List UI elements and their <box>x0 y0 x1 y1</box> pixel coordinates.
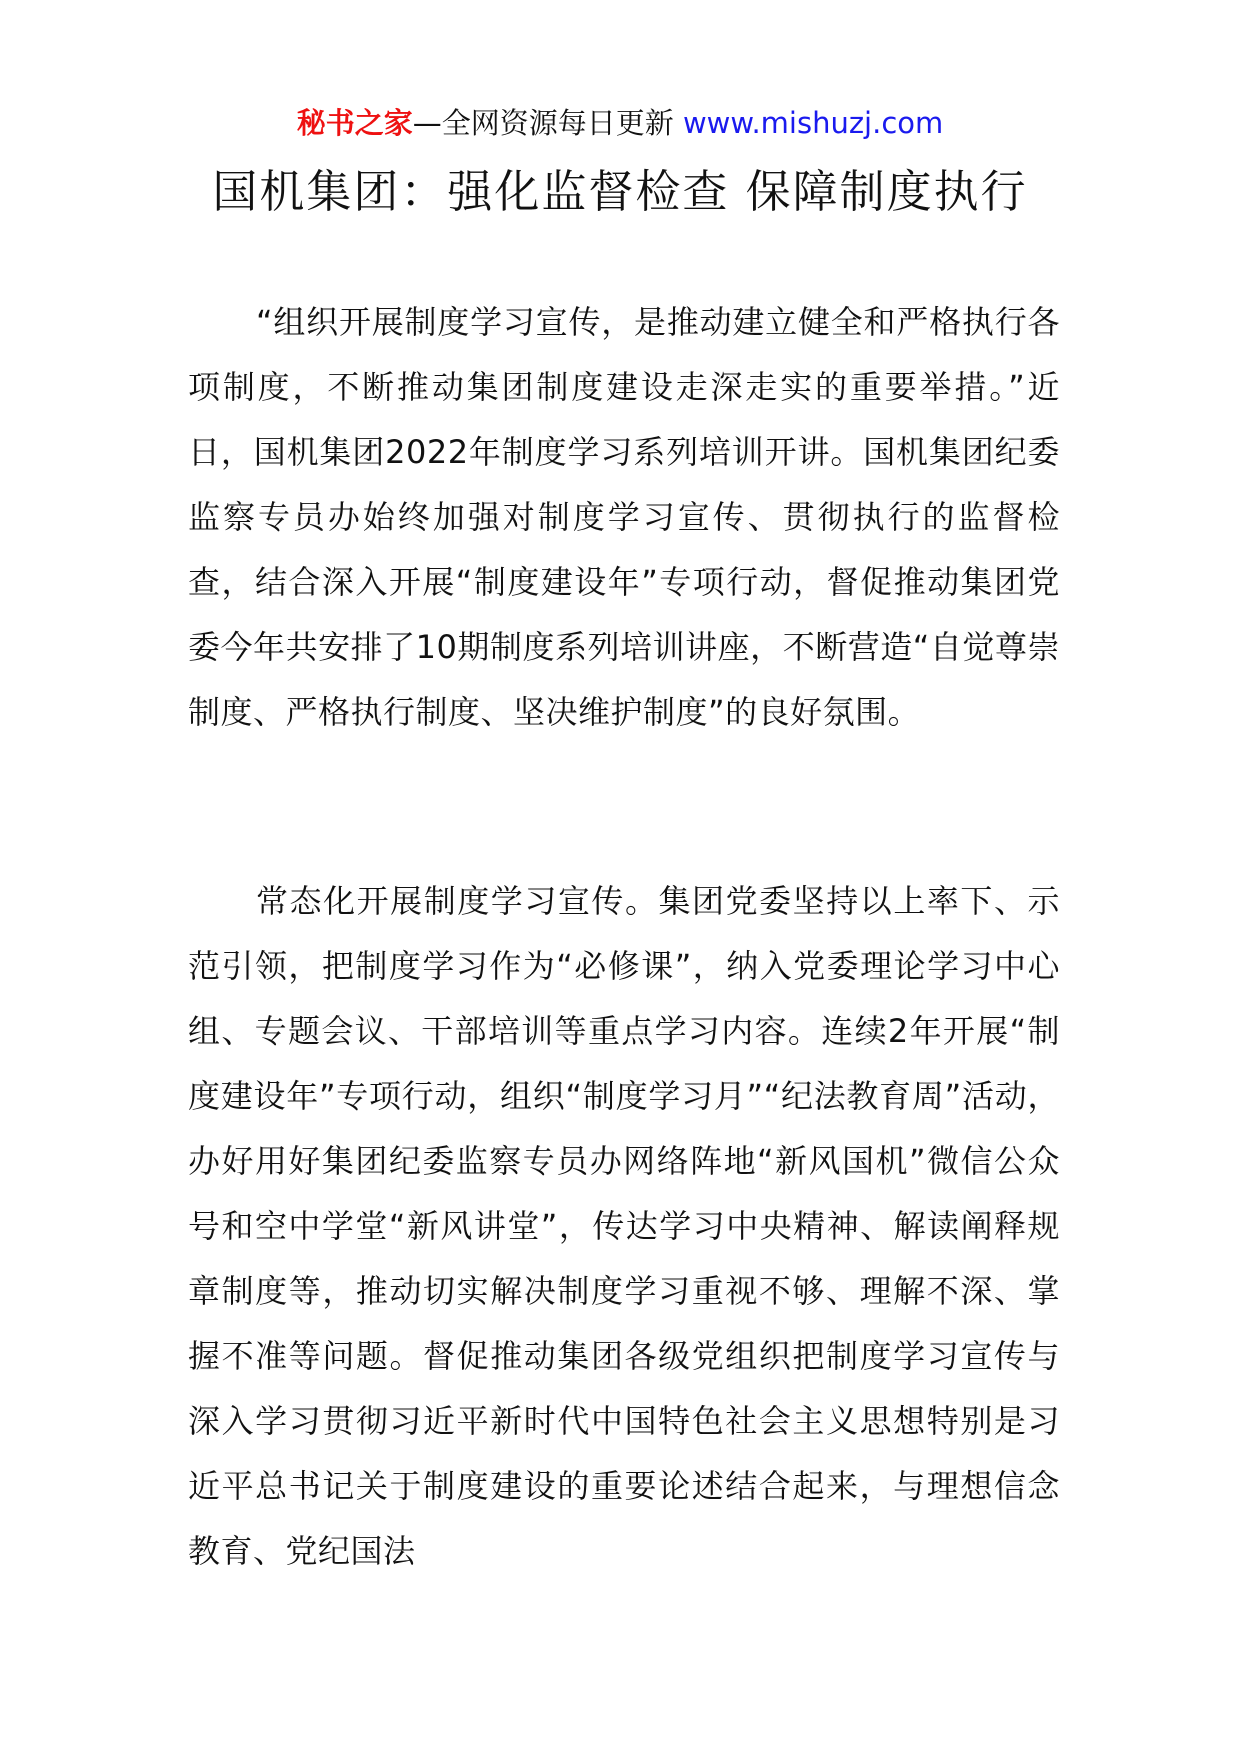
site-url-link[interactable]: www.mishuzj.com <box>682 106 944 140</box>
body-paragraph: 常态化开展制度学习宣传。集团党委坚持以上率下、示范引领，把制度学习作为“必修课”，纳入党委理论学习中心组、专题会议、干部培训等重点学习内容。连续2年开展“制度建设年”专项行动，组织“制度学习月”“纪法教育周”活动，办好用好集团纪委监察专员办网络阵地“新风国机”微信公众号和空中学堂“新风讲堂”，传达学习中央精神、解读阐释规章制度等，推动切实解决制度学习重视不够、理解不深、掌握不准等问题。督促推动集团各级党组织把制度学习宣传与深入学习贯彻习近平新时代中国特色社会主义思想特别是习近平总书记关于制度建设的重要论述结合起来，与理想信念教育、党纪国法 <box>188 882 1060 1570</box>
site-tagline: —全网资源每日更新 <box>412 106 674 140</box>
document-title: 国机集团：强化监督检查 保障制度执行 <box>212 165 1028 218</box>
body-paragraph: “组织开展制度学习宣传，是推动建立健全和严格执行各项制度，不断推动集团制度建设走深走实的重要举措。”近日，国机集团2022年制度学习系列培训开讲。国机集团纪委监察专员办始终加强对制度学习宣传、贯彻执行的监督检查，结合深入开展“制度建设年”专项行动，督促推动集团党委今年共安排了10期制度系列培训讲座，不断营造“自觉尊崇制度、严格执行制度、坚决维护制度”的良好氛围。 <box>188 303 1060 731</box>
site-header <box>0 100 1240 146</box>
site-brand: 秘书之家 <box>296 106 413 140</box>
